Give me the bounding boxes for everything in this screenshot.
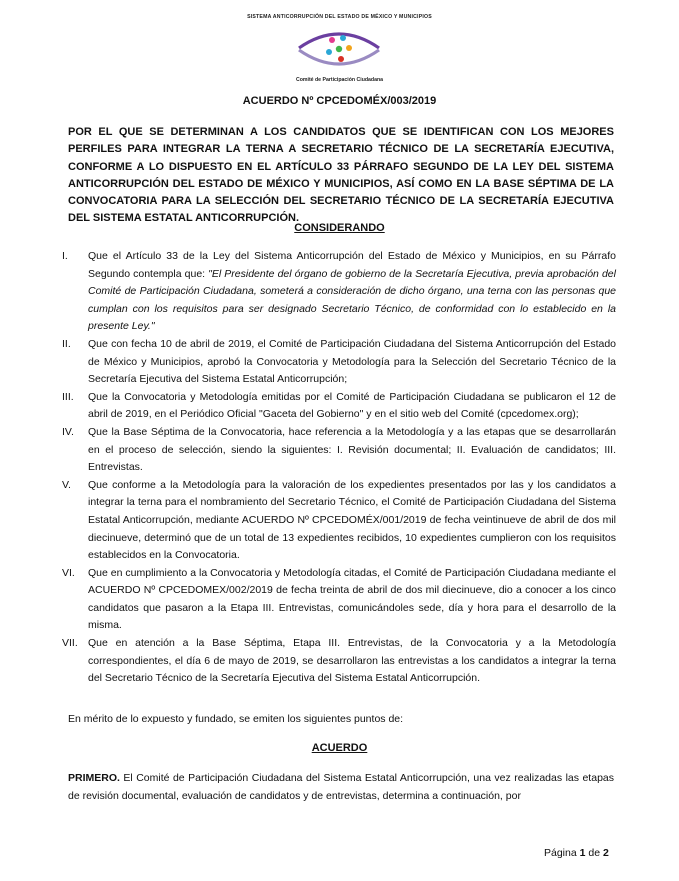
list-item <box>40 336 616 389</box>
page-sep: de <box>588 847 601 859</box>
item-text: Que en atención a la Base Séptima, Etapa III. Entrevistas, de la Convocatoria y a la Metodología correspondientes, el día 6 de mayo de 2019, se desarrollaron las entrevistas a los candidatos a integrar la terna del Secretario Técnico de la Secretaría Ejecutiva del Sistema Estatal Anticorrupción. <box>88 637 616 685</box>
item-text: Que en cumplimiento a la Convocatoria y Metodología citadas, el Comité de Participación Ciudadana mediante el ACUERDO Nº CPCEDOMEX/002/2019 de fecha treinta de abril de dos mil diecinueve, dio a conocer a los cinco candidatos que pasaron a la Etapa III. Entrevistas, comunicándoles sede, día y hora para el desarrollo de la misma. <box>88 566 616 632</box>
merito-paragraph: En mérito de lo expuesto y fundado, se emiten los siguientes puntos de: <box>68 713 404 725</box>
header-committee-name: Comité de Participación Ciudadana <box>295 77 384 83</box>
primero-text: El Comité de Participación Ciudadana del Sistema Estatal Anticorrupción, una vez realizadas las etapas de revisión documental, evaluación de candidatos y de entrevistas, determina a continuación, por <box>68 772 614 802</box>
logo-dot <box>340 35 346 41</box>
item-quote: "El Presidente del órgano de gobierno de la Secretaría Ejecutiva, previa aprobación del Comité de Participación Ciudadana, someterá a consideración de dicho órgano, una terna con las personas que cumplan con los requisitos para ser designado Secretario Técnico, de conformidad con lo establecido en la presente Ley." <box>88 267 616 333</box>
page-word: Página <box>544 847 577 859</box>
list-item <box>40 477 616 565</box>
document-lead: POR EL QUE SE DETERMINAN A LOS CANDIDATOS QUE SE IDENTIFICAN CON LOS MEJORES PERFILES PARA INTEGRAR LA TERNA A SECRETARIO TÉCNICO DE LA SECRETARÍA EJECUTIVA, CONFORME A LO DISPUESTO EN EL ARTÍCULO 33 PÁRRAFO SEGUNDO DE LA LEY DEL SISTEMA ANTICORRUPCIÓN DEL ESTADO DE MÉXICO Y MUNICIPIOS, ASÍ COMO EN LA BASE SÉPTIMA DE LA CONVOCATORIA PARA LA SELECCIÓN DEL SECRETARIO TÉCNICO DE LA SECRETARÍA EJECUTIVA DEL SISTEMA ESTATAL ANTICORRUPCIÓN. <box>68 126 614 225</box>
primero-label: PRIMERO. <box>68 772 120 784</box>
page-total: 2 <box>603 847 609 859</box>
logo-dot <box>329 37 335 43</box>
considerando-list <box>40 248 616 688</box>
item-number: VI. <box>62 566 75 579</box>
page-current: 1 <box>579 847 586 859</box>
item-text: Que la Base Séptima de la Convocatoria, hace referencia a la Metodología y a las etapas que se desarrollarán en el proceso de selección, siendo la siguientes: I. Revisión documental; II. Evaluación de candidatos; III. Entrevistas. <box>88 425 616 474</box>
document-title: ACUERDO Nº CPCEDOMÉX/003/2019 <box>242 95 437 107</box>
acuerdo-heading: ACUERDO <box>311 742 368 754</box>
committee-logo <box>289 24 389 80</box>
considerando-heading: CONSIDERANDO <box>294 222 385 234</box>
list-item <box>40 635 616 688</box>
item-text <box>88 248 616 336</box>
item-text: Que la Convocatoria y Metodología emitidas por el Comité de Participación Ciudadana se publicaron el 12 de abril de 2019, en el Periódico Oficial "Gaceta del Gobierno" y en el sitio web del Comité (cpcedomex.org); <box>88 390 616 421</box>
logo-dot <box>346 45 352 51</box>
item-number: IV. <box>62 425 74 438</box>
page-number <box>544 847 609 859</box>
logo-dot <box>336 46 342 52</box>
item-number: I. <box>62 250 68 262</box>
item-number: III. <box>62 390 74 403</box>
list-item <box>40 389 616 424</box>
item-text: Que con fecha 10 de abril de 2019, el Comité de Participación Ciudadana del Sistema Anticorrupción del Estado de México y Municipios, aprobó la Convocatoria y Metodología para la Selección del Secretario Técnico de la Secretaría Ejecutiva del Sistema Estatal Anticorrupción; <box>88 337 616 386</box>
item-text-plain: Que el Artículo 33 de la Ley del Sistema Anticorrupción del Estado de México y Municipios, en su Párrafo Segundo contempla que: <box>88 250 616 280</box>
item-number: V. <box>62 478 71 491</box>
primero-paragraph <box>68 770 614 805</box>
list-item <box>40 565 616 635</box>
list-item <box>40 248 616 336</box>
logo-dot <box>338 56 344 62</box>
logo-dot <box>326 49 332 55</box>
item-number: VII. <box>62 637 78 650</box>
header-org-name: SISTEMA ANTICORRUPCIÓN DEL ESTADO DE MÉXICO Y MUNICIPIOS <box>247 14 432 20</box>
item-number: II. <box>62 337 71 350</box>
item-text: Que conforme a la Metodología para la valoración de los expedientes presentados por las y los candidatos a integrar la terna para el nombramiento del Secretario Técnico, el Comité de Participación Ciudadana del Sistema Estatal Anticorrupción, mediante ACUERDO Nº CPCEDOMÉX/001/2019 de fecha veintinueve de abril de dos mil diecinueve, determinó que de un total de 13 expedientes recibidos, 10 expedientes cumplieron con los requisitos establecidos en la Convocatoria. <box>88 478 616 562</box>
list-item <box>40 424 616 477</box>
